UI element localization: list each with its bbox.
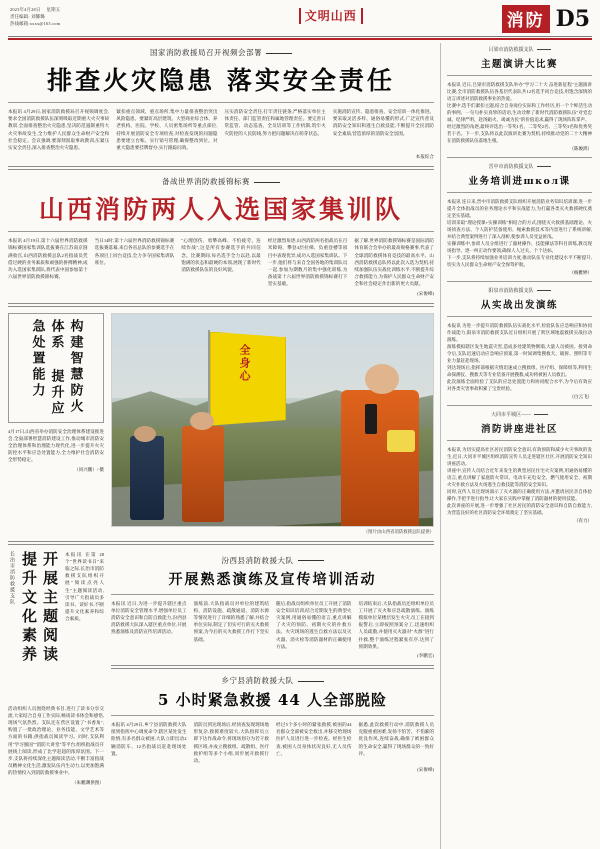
lead-signature: 本报综合 [415,154,434,160]
lead-columns [8,108,434,151]
right-para-2-1: 演练模拟辖区发生地震灾害,造成多处建筑物倒塌,大量人员被困。接到命令后,支队迅速启动应急响应预案,第一时间调集搜救犬、破拆、照明等专业力量赶赴现场。 [447,344,592,363]
left-vertical-label: 长治市消防救援支队 [9,550,14,605]
right-para-3-2: 同时,宣传人员还现场演示了灭火器的正确使用方法,并邀请居民亲自体验操作,手把手进行指导,让大家在实践中掌握了消防器材的使用技能。 [447,489,592,501]
divider-bar-right [361,8,363,24]
second-col-4: 经过激烈角逐,山西消防两名指战员在百米障碍、攀登4层拉梯、负重登楼等项目中表现优异,成功入选国家集训队。下一步,他们将与来自全国各地的集训队员一起,参加为期数月的集中强化训练,为备战第十六届世界消防救援锦标赛打下坚实基础。 [267,238,348,287]
right-title-1: 业务培训进школ课 [468,176,571,187]
right-signature-2: （白云飞） [569,394,592,399]
masthead-info [10,6,160,27]
fourth-signature: (宋俊峰) [417,767,434,773]
left-vertical-title: 开展主题阅读 提升文化素养 [20,550,59,665]
right-para-0-2: 经过激烈的角逐,最终评选出一等奖1名、二等奖2名、三等奖3名和优秀奖若干名。下一步,支队将以此次演讲比赛为契机,持续推动党的二十大精神在消防救援队伍落地生根。 [447,124,592,143]
lead-col-4: 实施消防宣传、隐患排查、安全培训一体化推进。要采取灵活多样、通俗易懂的形式,广泛宣传普及消防安全知识和逃生自救技能,不断提升全民消防安全素质,营造浓厚的消防安全氛围。 [332,109,434,136]
right-para-1-1: 培训采取"理论授课+实操训练"相结合的方式,围绕灭火救援基础理论、火场侦查方法、个人防护装备使用、绳索救援技术等内容进行了系统讲解,并结合典型案例进行了深入剖析,使参训人员受益匪浅。 [447,220,592,239]
right-signature-0: （陈俊鸿） [569,146,592,151]
second-col-2: 当日14时,第十六届世界消防救援锦标赛选拔赛落幕,来自各省总队的参赛选手在各项目上同台竞技,全力争夺国家集训队席位。 [94,238,175,265]
lower-block [8,551,434,786]
third-col-4: 培训结束后,大队指战员还组织单位员工开展了灭火和应急疏散演练。演练模拟单位某楼层发生火灾,员工在接到报警后,立即按照预案分工,迅速组织人员疏散,并使用灭火器对"火源"进行扑救,整个演练过程紧张有序,达到了预期效果。 [358,600,434,649]
editor-line: 责任编辑: 刘馨璐 [10,14,45,19]
firefighter-left-head [134,426,156,442]
third-signature: (李鹏宏) [417,653,434,659]
right-item-2 [447,287,592,400]
firefighter-right-head [365,364,399,394]
divider-bar-left [299,8,301,24]
page-body [0,43,600,849]
masthead-rule-2 [8,38,592,40]
second-article [8,176,434,296]
right-para-3-3: 此次讲座的开展,进一步增强了社区居民的消防安全意识和自防自救能力,为营造良好的社区消防安全环境奠定了坚实基础。 [447,503,592,515]
section-name: 消防 [502,5,550,33]
section-rule-4 [111,665,434,669]
firefighter-right [341,390,419,526]
left-vertical-intro: 本报讯 在第 28 个"世界读书日"来临之际,长治市消防救援支队组织开展"阅读点亮人生"主题阅读活动,引导广大指战员多读书、读好书,不断提升文化素养和综合素质。 [65,551,104,622]
photo-block [111,313,434,535]
right-para-1-3: 下一步,支队将持续加强业务培训力度,推动队伍专业化建设水平不断提升,切实为人民群众生命财产安全保驾护航。 [447,255,592,267]
lead-col-2: 紧扣重点领域、重点场所,集中力量排查整治突出风险隐患。要紧盯高层建筑、大型商业综合体、养老机构、医院、学校、人员密集场所等重点部位,持续开展消防安全专项检查,对检查发现的问题隐患要建立台账、实行销号管理,确保整改到位。对重大隐患要挂牌督办,实行跟踪问效。 [116,109,218,151]
masthead [0,0,600,34]
third-col-2: 演练前,大队指战员对单位的建筑结构、消防设施、疏散通道、消防水源等情况进行了详细的熟悉了解,并结合单位实际,制定了切实可行的灭火救援预案,为今后的灭火救援工作打下坚实基础。 [193,600,269,642]
feature-body: 4月17日,山西省举办消防安全治理体系建设推进会,全面部署智慧消防建设工作,推动城市消防安全治理体系和治理能力现代化,进一步提升火灾防控水平和应急处置能力,全力维护社会消防安全形势稳定。 [8,428,104,463]
fourth-headline: 5 小时紧急救援 44 人全部脱险 [158,691,387,710]
right-rule-0 [447,75,592,76]
lead-rule [8,102,434,103]
right-rail [440,43,592,849]
right-rule-3 [447,440,592,441]
paper-name: 文明山西 [304,9,357,23]
fourth-article [111,675,434,773]
right-kicker-2: 阳泉市消防救援支队 [447,287,592,294]
masthead-rule-1 [8,36,592,37]
right-para-1-0: 本报讯 连日来,晋中市消防救援支队组织开展消防业务知识培训课,进一步提升全体指战员的业务理论水平和实战能力,为打赢各类灭火救援硬仗奠定坚实基础。 [447,199,592,218]
lead-kicker: 国家消防救援局召开视频会部署 [8,47,434,58]
second-col-5: 据了解,世界消防救援锦标赛是国际消防体育联合会举办的最高规格赛事,代表了全球消防救援体育竞技的最高水平。山西消防救援总队将以此次入选为契机,持续加强队伍实战化训练水平,不断提升综合救援能力,为保护人民群众生命财产安全和社会稳定作出新的更大贡献。 [354,238,434,287]
firefighter-left [130,436,164,520]
fourth-columns [111,721,434,764]
news-photo [111,313,434,527]
lead-headline: 排查火灾隐患 落实安全责任 [47,66,395,95]
right-title-3: 消防讲座进社区 [480,424,558,435]
second-columns [8,237,434,287]
left-vertical-article [8,551,104,786]
right-title-2: 从实战出发演练 [480,300,558,311]
third-col-1: 本报讯 近日,为进一步提升辖区重点单位消防安全管理水平,增强单位员工消防安全意识和自防自救能力,汾西县消防救援大队深入辖区重点单位,开展熟悉演练及消防宣传培训活动。 [111,600,187,635]
section-code: D5 [555,6,590,32]
section-block [502,5,590,33]
chest-badge [387,430,415,452]
right-item-0 [447,46,592,152]
hotline-email: 热线邮箱:xxxx@163.com [10,21,61,26]
lead-col-3: 压实消防安全责任,打牢责任链条,严格落实单位主体责任、部门监管责任和属地管理责任。要完善日常监管、动态巡查、全员培训等工作机制,筑牢火灾防控的人民防线,努力把问题解决在萌芽状态。 [224,109,326,136]
third-headline: 开展熟悉演练及宣传培训活动 [168,571,377,588]
photo-caption: （图片由山西省消防救援总队提供） [363,528,434,534]
right-para-2-0: 本报讯 为进一步提升消防救援队伍实战化水平,检验队伍应急响应和协同作战能力,阳泉市消防救援支队近日组织开展了跨区域地震救援实战拉动演练。 [447,323,592,342]
third-col-3: 随后,指战员组织单位员工开展了消防安全知识培训,结合近期发生的典型火灾案例,用通俗易懂的语言,重点讲解了火灾的预防、初期火灾的扑救方法、火灾现场的逃生自救方法以及灭火器、消火栓等消防器材的正确使用方法。 [276,600,352,649]
right-sep-1 [447,157,592,158]
right-signature-3: （有力） [574,518,592,523]
right-para-2-3: 此次演练全面检验了支队的应急处置能力和协同配合水平,为今后有效应对各类灾害事故积累了宝贵经验。 [447,379,592,391]
second-rule [8,231,434,232]
second-kicker: 备战世界消防救援锦标赛 [8,176,434,187]
right-item-1 [447,163,592,276]
firefighter-center-head [190,412,214,430]
third-rule [111,594,434,595]
right-para-3-0: 本报讯 为切实提高社区居民消防安全意识,有效预防和减少火灾事故的发生,近日,大同市平城区组织消防宣传人员走进辖区社区,开展消防安全知识讲座活动。 [447,447,592,466]
right-sep-3 [447,405,592,406]
third-fourth-block [111,551,434,786]
right-para-2-2: 到达现场后,指挥部根据灾情迅速成立搜救组、医疗组、保障组等,利用生命探测仪、搜救犬等专业装备开展搜救,成功将被困人员救出。 [447,365,592,377]
paper-name-block [299,7,363,24]
second-headline: 山西消防两人入选国家集训队 [38,195,403,225]
flag-text: 全身心 [238,343,250,383]
third-article [111,555,434,659]
right-para-0-0: 本报讯 近日,吕梁市消防救援支队举办"学习二十大 奋进新征程"主题演讲比赛,全市消防救援队伍各基层代表队共12名选手同台竞技,用饱含深情的语言讲述对消防救援事业的热爱。 [447,82,592,101]
fourth-col-1: 本报讯 4月29日,乡宁县消防救援大队接到指挥中心调度命令,辖区某处发生险情,有多名群众被困,大队立即出动2辆消防车、12名指战员赶赴现场处置。 [111,722,187,756]
section-rule-3 [8,541,434,545]
feature-signature: （同兴鹏）/ 摄 [74,466,104,472]
fourth-col-2: 消防员到达现场后,经侦查发现现场地形复杂,救援难度较大,大队指挥员立即下达作战命令,将现场划分为若干救援区域,并成立搜救组、疏散组、医疗救护组等多个小组,同步展开救援行动。 [193,722,269,764]
feature-title-box [8,313,104,423]
right-signature-1: （杨雅婷） [569,270,592,275]
lead-col-1: 本报讯 4月29日,国家消防救援局召开视频调度会,要求全国消防救援队伍深刻吸取近期重大火灾事故教训,全面排查整治火灾隐患,坚决防范遏制重特大火灾事故发生,全力维护人民群众生命财产安全和社会稳定。会议强调,要深刻汲取事故教训,压紧压实安全责任,深入排查整治火灾隐患。 [8,109,110,151]
right-sep-2 [447,281,592,282]
right-kicker-3: 大同市平城区—— [447,411,592,418]
firefighter-center [182,426,224,522]
section-rule-1 [8,166,434,170]
feature-vertical-title: 构建智慧防火体系 提升应急处置能力 [29,318,83,417]
right-kicker-1: 晋中市消防救援支队 [447,163,592,170]
lead-article [8,47,434,160]
feature-photo-block [8,313,434,535]
fourth-col-3: 经过5个多小时的紧张救援,被困的44名群众全部被安全救出,并移交给现场医护人员进行进一步检查。经医生检查,被困人员身体状况良好,无人员伤亡。 [276,722,352,756]
fourth-kicker: 乡宁县消防救援大队 [111,675,434,686]
right-title-0: 主题演讲大比赛 [480,59,558,70]
right-rule-2 [447,316,592,317]
right-para-0-1: 比赛中,选手们紧扣主题,结合自身岗位实际和工作经历,用一个个鲜活生动的事例、一句句朴实真挚的话语,生动诠释了新时代消防救援队伍"对党忠诚、纪律严明、赴汤蹈火、竭诚为民"的价值追求,赢得了现场阵阵掌声。 [447,103,592,122]
radio-handset [365,404,377,434]
second-col-3: "心理创伤、勇攀高峰、不怕疲劳、连续作战",这是所有参赛选手的共同信念。比赛期间,每名选手全力以赴,以最饱满的状态和最硬的本领,展现了新时代消防救援队伍的良好风貌。 [181,238,261,273]
right-item-3 [447,411,592,524]
main-column [8,43,440,849]
left-vertical-signature: （朱鹏渊供图） [71,779,104,785]
second-signature: (宋俊峰) [417,290,434,296]
right-kicker-0: 吕梁市消防救援支队 [447,46,592,53]
fourth-rule [111,715,434,716]
third-kicker: 汾西县消防救援大队 [111,555,434,566]
second-col-1: 本报讯 4月19日,第十六届世界消防救援锦标赛国家集训队选拔赛在江苏南京圆满收官,山西消防救援总队2名指战员凭借过硬的业务素质和顽强的拼搏精神,成功入选国家集训队,将代表中国参加第十六届世界消防救援锦标赛。 [8,238,88,280]
right-rule-1 [447,192,592,193]
weekday: 星期五 [46,7,61,12]
left-vertical-head [8,551,104,701]
right-para-1-2: 实操训练中,参训人员分组进行了器材操作、技能操法等科目训练,教员现场指导、逐一纠正动作要领,确保人人过关、个个达标。 [447,241,592,253]
third-columns [111,600,434,650]
right-para-3-1: 讲座中,宣传人员结合近年来发生的典型居民住宅火灾案例,用通俗易懂的语言,重点讲解了家庭防火常识、电动车充电安全、燃气使用安全、初期火灾扑救方法及火场逃生自救技能等消防安全知识。 [447,468,592,487]
section-rule-2 [8,303,434,307]
feature-text-block [8,313,104,535]
publish-date: 2023年4月28日 [10,7,41,12]
fourth-col-4: 据悉,此次救援行动中,消防救援人员克服重重困难,发扬不怕苦、不怕累的优良作风,连续奋战,确保了被困群众的生命安全,赢得了现场群众的一致好评。 [358,722,434,756]
left-vertical-body: 活动组织人员围绕经典书目,进行了读书分享交流,大家结合自身工作实际,畅谈读书体会和感悟,现场气氛热烈。支队还在营区设置了"书香角",购置了一批政治理论、业务技能、文学艺术等方面的书籍,供指战员阅读学习。同时,支队利用"学习强国""消防大讲堂"等平台,组织指战员开展线上阅读,形成了比学赶超的浓厚氛围。下一步,支队将持续深化主题阅读活动,不断丰富指战员精神文化生活,激发队伍内生动力,以更加饱满的热情投入到消防救援事业中。 [8,705,104,776]
